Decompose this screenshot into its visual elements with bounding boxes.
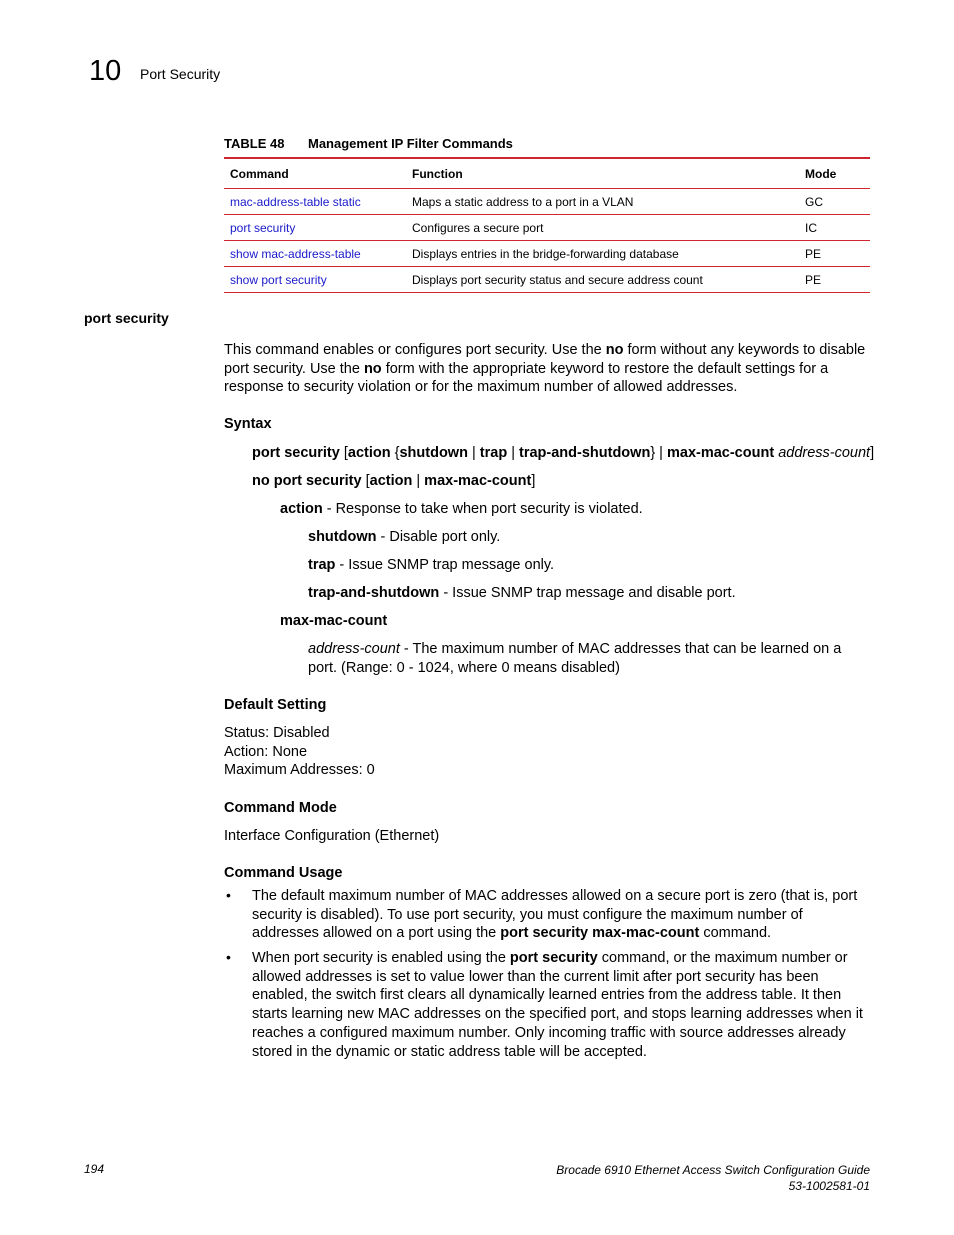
intro-paragraph: This command enables or configures port security. Use the no form without any keywords to disable port security. Use the no form with the appropriate keyword to restore the default settings for a response to security violation or for the maximum number of allowed addresses. <box>224 342 866 396</box>
chapter-number: 10 <box>89 55 122 87</box>
chapter-title: Port Security <box>140 66 221 82</box>
mode-heading: Command Mode <box>224 800 337 816</box>
footer-doc-info <box>556 1162 870 1194</box>
param-shutdown: shutdown - Disable port only. <box>308 529 501 545</box>
default-settings <box>224 724 375 780</box>
command-link[interactable]: port security <box>230 220 296 235</box>
mode-cell: IC <box>799 215 870 241</box>
default-heading: Default Setting <box>224 697 327 713</box>
table-row <box>224 189 870 215</box>
mode-cell: PE <box>799 241 870 267</box>
syntax-heading: Syntax <box>224 416 272 432</box>
column-header-function: Function <box>406 158 799 189</box>
table-label: TABLE 48 <box>224 136 285 151</box>
table-row <box>224 267 870 293</box>
doc-number: 53-1002581-01 <box>788 1179 870 1193</box>
command-link[interactable]: show port security <box>230 272 327 287</box>
table-title: Management IP Filter Commands <box>308 136 513 151</box>
param-address-count: address-count - The maximum number of MAC addresses that can be learned on a port. (Range: 0 - 1024, where 0 means disabled) <box>308 641 842 676</box>
command-link[interactable]: show mac-address-table <box>230 246 361 261</box>
usage-bullet-1: The default maximum number of MAC addresses allowed on a secure port is zero (that is, port security is disabled). To use port security, you must configure the maximum number of addresses allowed on a port using the port security max-mac-count command. <box>252 888 858 942</box>
function-cell: Maps a static address to a port in a VLAN <box>406 189 799 215</box>
default-action: Action: None <box>224 743 308 760</box>
table-row <box>224 215 870 241</box>
section-title: port security <box>84 310 169 326</box>
mode-text: Interface Configuration (Ethernet) <box>224 828 440 844</box>
function-cell: Configures a secure port <box>406 215 799 241</box>
function-cell: Displays port security status and secure address count <box>412 272 703 287</box>
commands-table <box>224 157 870 293</box>
doc-title: Brocade 6910 Ethernet Access Switch Configuration Guide <box>556 1163 870 1177</box>
table-caption <box>224 136 513 151</box>
syntax-line-2: no port security [action | max-mac-count] <box>252 473 536 489</box>
table-row <box>224 241 870 267</box>
column-header-command: Command <box>224 158 406 189</box>
default-max-addresses: Maximum Addresses: 0 <box>224 762 375 779</box>
usage-heading: Command Usage <box>224 865 343 881</box>
page-number: 194 <box>84 1162 105 1176</box>
param-action: action - Response to take when port security is violated. <box>280 501 643 517</box>
mode-cell: GC <box>799 189 870 215</box>
param-trap-and-shutdown: trap-and-shutdown - Issue SNMP trap message and disable port. <box>308 585 736 601</box>
column-header-mode: Mode <box>799 158 870 189</box>
function-cell: Displays entries in the bridge-forwarding database <box>406 241 799 267</box>
usage-bullet-2: When port security is enabled using the port security command, or the maximum number or allowed addresses is set to value lower than the current limit after port security has been enabled, the switch first clears all dynamically learned entries from the address table. It then starts learning new MAC addresses on the specified port, and stops learning addresses when it reaches a configured maximum number. Only incoming traffic with source addresses already stored in the dynamic or static address table will be accepted. <box>252 950 863 1060</box>
mode-cell: PE <box>805 272 822 287</box>
command-link[interactable]: mac-address-table static <box>230 194 361 209</box>
bullet-marker: • <box>226 949 231 965</box>
table-header-row <box>224 158 870 189</box>
syntax-line-1: port security [action {shutdown | trap | trap-and-shutdown} | max-mac-count address-count] <box>252 445 875 461</box>
param-max-mac-count: max-mac-count <box>280 613 388 629</box>
bullet-marker: • <box>226 887 231 903</box>
param-trap: trap - Issue SNMP trap message only. <box>308 557 555 573</box>
default-status: Status: Disabled <box>224 725 330 741</box>
